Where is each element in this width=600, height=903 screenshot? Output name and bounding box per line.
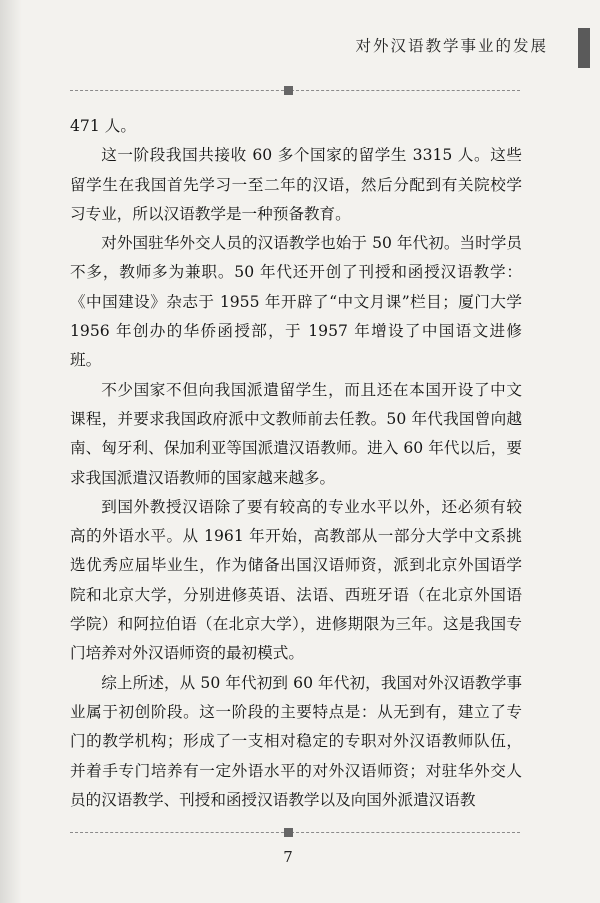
running-header-title: 对外汉语教学事业的发展 bbox=[355, 37, 548, 55]
paragraph: 综上所述，从 50 年代初到 60 年代初，我国对外汉语教学事业属于初创阶段。这一阶段的主要特点是：从无到有，建立了专门的教学机构；形成了一支相对稳定的专职对外汉语教师队伍，并着手专门培养有一定外语水平的对外汉语师资；对驻华外交人员的汉语教学、刊授和函授汉语教学以及向国外派遣汉语教 bbox=[70, 673, 522, 809]
paragraph: 不少国家不但向我国派遣留学生，而且还在本国开设了中文课程，并要求我国政府派中文教师前去任教。50 年代我国曾向越南、匈牙利、保加利亚等国派遣汉语教师。进入 60 年代以后，要求我国派遣汉语教师的国家越来越多。 bbox=[70, 380, 522, 487]
header-rule bbox=[70, 90, 520, 91]
paragraph: 这一阶段我国共接收 60 多个国家的留学生 3315 人。这些留学生在我国首先学习一至二年的汉语，然后分配到有关院校学习专业，所以汉语教学是一种预备教育。 bbox=[70, 146, 522, 223]
binding-shadow bbox=[0, 0, 22, 903]
paragraph-continuation: 471 人。 bbox=[70, 117, 136, 135]
body-text bbox=[70, 112, 522, 815]
footer-rule bbox=[70, 832, 520, 833]
footer-rule-ornament bbox=[284, 828, 293, 837]
paragraph: 对外国驻华外交人员的汉语教学也始于 50 年代初。当时学员不多，教师多为兼职。50 年代还开创了刊授和函授汉语教学：《中国建设》杂志于 1955 年开辟了“中文月课”栏目；厦门大学 1956 年创办的华侨函授部，于 1957 年增设了中国语文进修班。 bbox=[70, 234, 522, 370]
page-number: 7 bbox=[283, 848, 293, 866]
header-edge-tab bbox=[578, 28, 590, 68]
paragraph: 到国外教授汉语除了要有较高的专业水平以外，还必须有较高的外语水平。从 1961 年开始，高教部从一部分大学中文系挑选优秀应届毕业生，作为储备出国汉语师资，派到北京外国语学院和北京大学，分别进修英语、法语、西班牙语（在北京外国语学院）和阿拉伯语（在北京大学），进修期限为三年。这是我国专门培养对外汉语师资的最初模式。 bbox=[70, 497, 522, 663]
header-rule-ornament bbox=[284, 86, 293, 95]
